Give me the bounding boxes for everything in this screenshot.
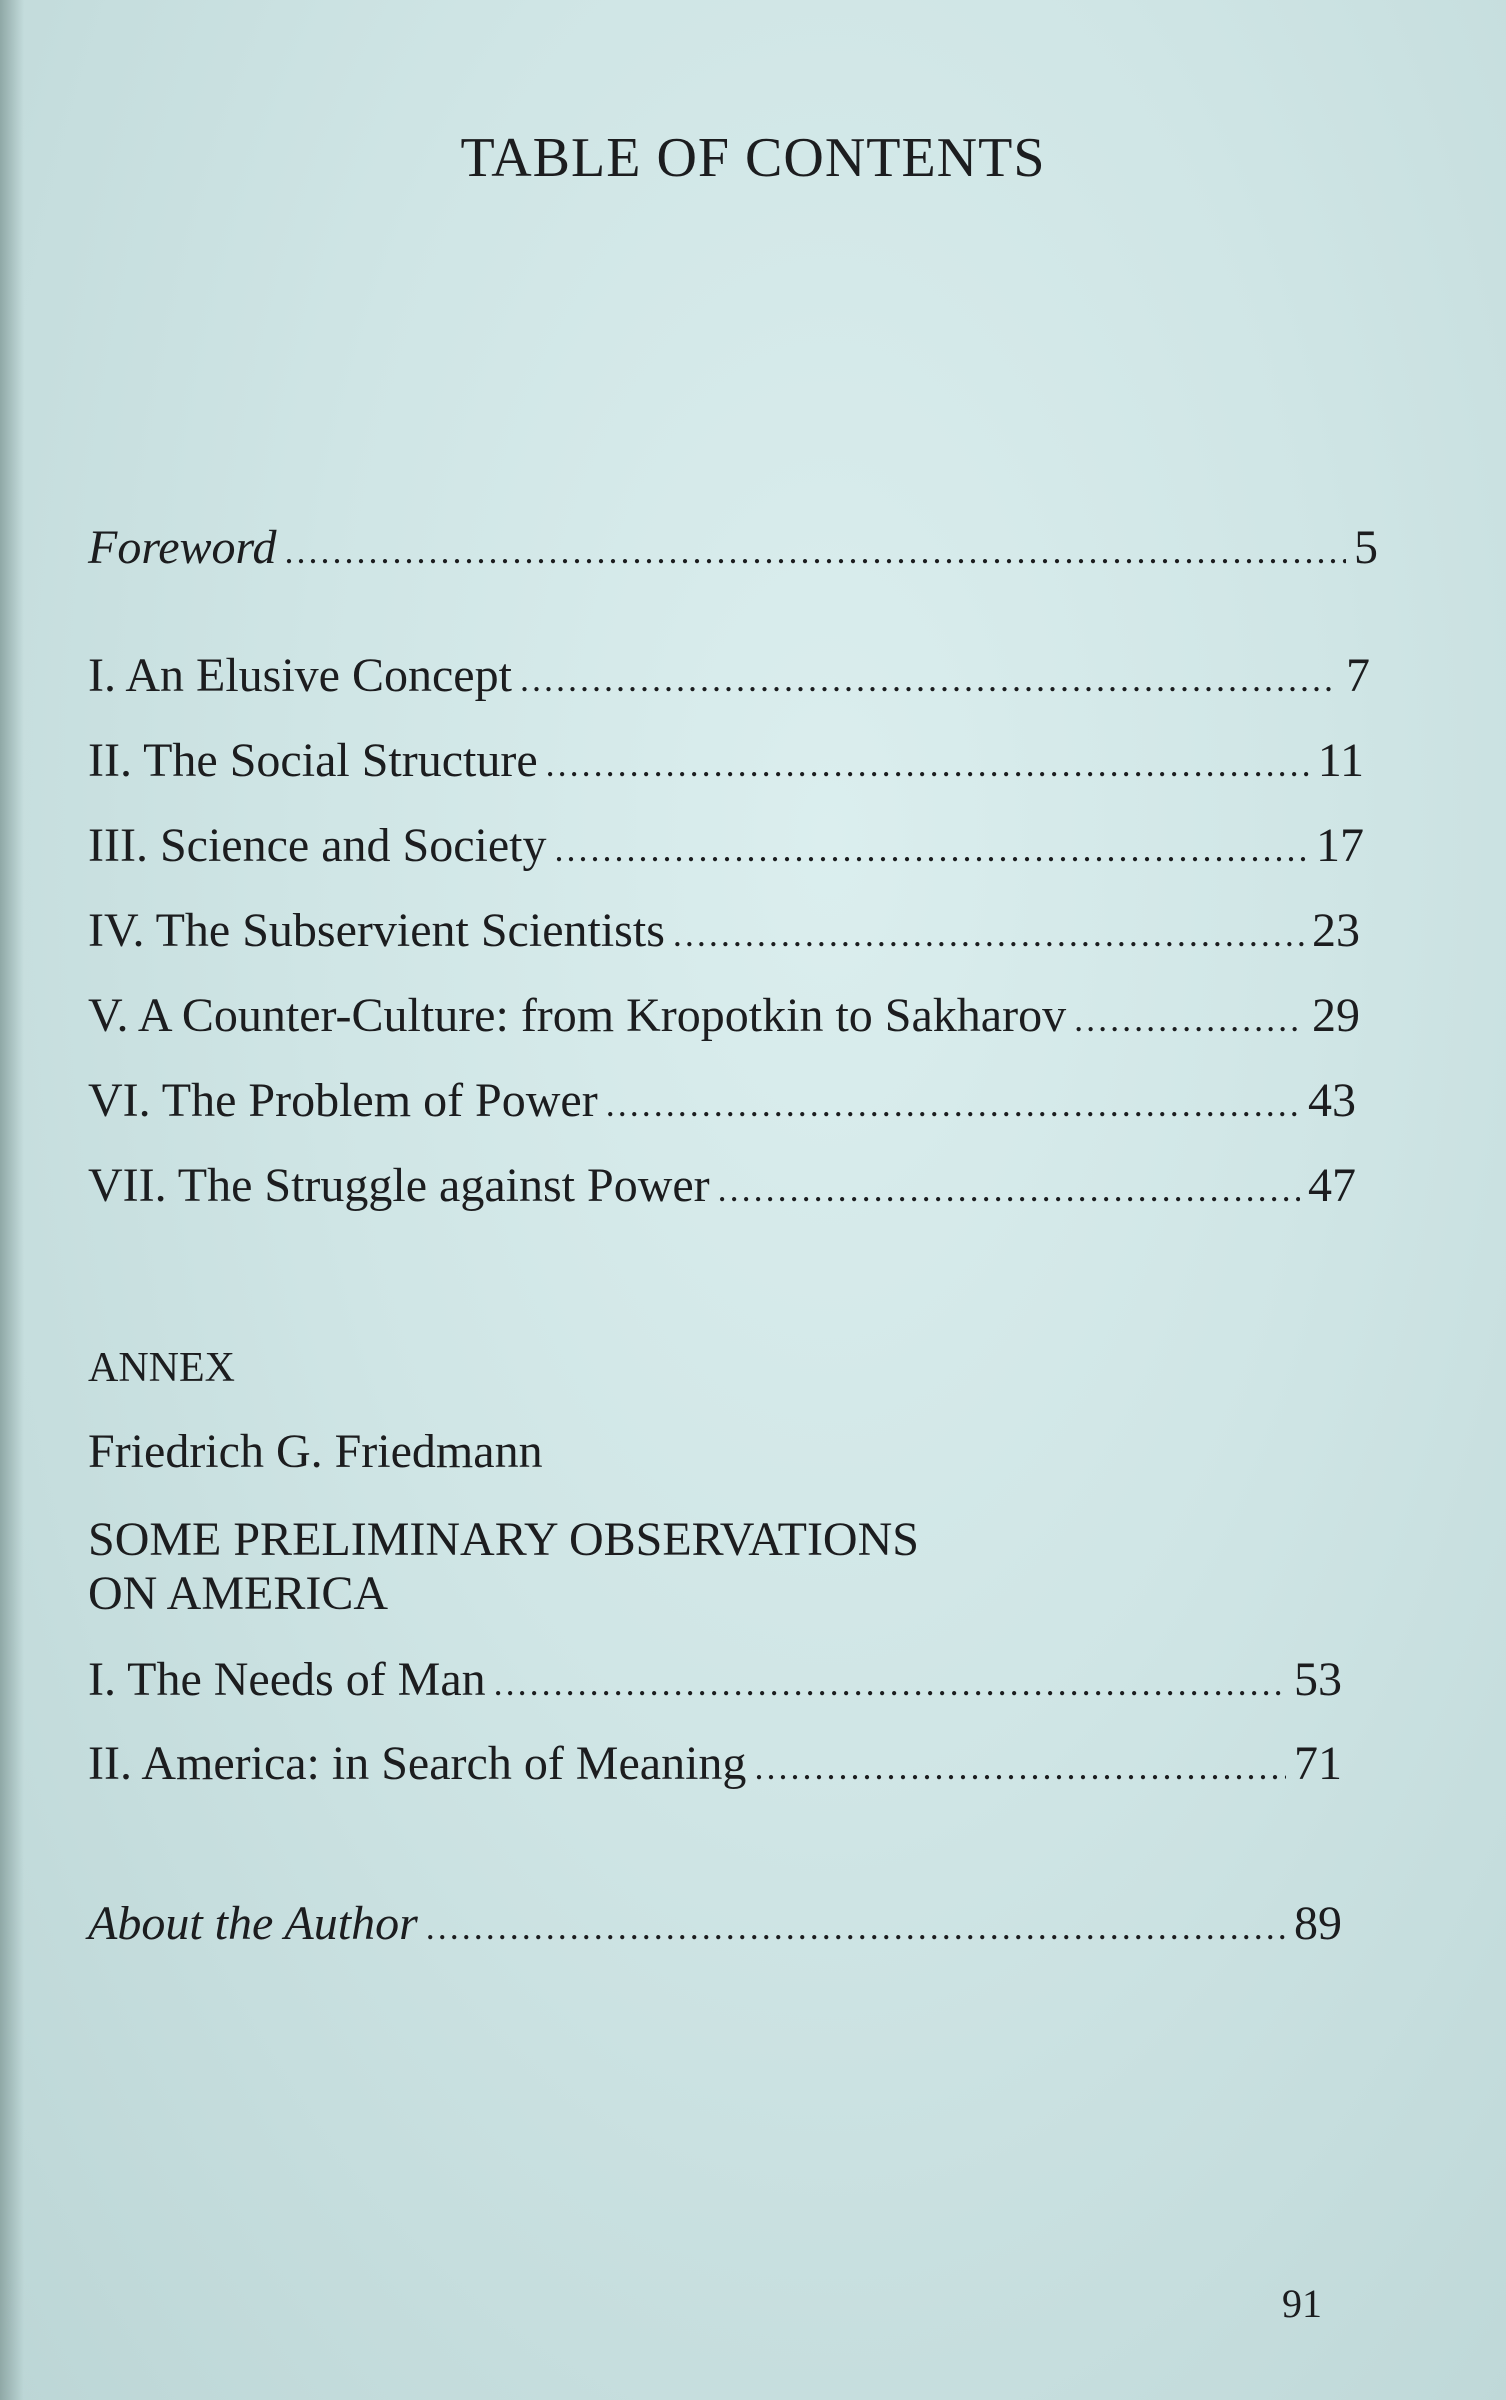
page-gutter-shadow — [0, 0, 24, 2400]
toc-entry-label: I. An Elusive Concept — [88, 649, 512, 702]
toc-entry-page: 89 — [1294, 1897, 1342, 1950]
page-number: 91 — [1282, 2281, 1322, 2326]
toc-entry-label: VII. The Struggle against Power — [88, 1159, 710, 1212]
toc-entry-page: 53 — [1294, 1653, 1342, 1706]
annex-essay-title-line2: ON AMERICA — [88, 1567, 389, 1620]
toc-entry-label: IV. The Subservient Scientists — [88, 904, 665, 957]
toc-entry-chapter-3[interactable] — [88, 818, 1364, 882]
toc-entry-page: 7 — [1346, 649, 1370, 702]
annex-author: Friedrich G. Friedmann — [88, 1425, 543, 1478]
toc-entry-chapter-4[interactable] — [88, 903, 1360, 967]
toc-entry-annex-1[interactable] — [88, 1652, 1342, 1716]
dot-leader — [1074, 988, 1304, 1046]
toc-entry-label: Foreword — [88, 521, 277, 574]
toc-entry-annex-2[interactable] — [88, 1736, 1342, 1800]
toc-entry-page: 71 — [1294, 1737, 1342, 1790]
dot-leader — [284, 520, 1346, 578]
toc-entry-page: 23 — [1312, 904, 1360, 957]
page-title: TABLE OF CONTENTS — [460, 127, 1046, 189]
dot-leader — [673, 903, 1304, 961]
toc-entry-label: I. The Needs of Man — [88, 1653, 486, 1706]
toc-entry-page: 17 — [1316, 819, 1364, 872]
dot-leader — [606, 1073, 1300, 1131]
toc-entry-page: 29 — [1312, 989, 1360, 1042]
toc-entry-page: 5 — [1354, 521, 1378, 574]
toc-entry-chapter-5[interactable] — [88, 988, 1360, 1052]
toc-entry-label: II. America: in Search of Meaning — [88, 1737, 747, 1790]
dot-leader — [554, 818, 1308, 876]
toc-entry-chapter-7[interactable] — [88, 1158, 1356, 1222]
annex-essay-title-line1: SOME PRELIMINARY OBSERVATIONS — [88, 1513, 919, 1566]
toc-entry-chapter-2[interactable] — [88, 733, 1364, 797]
toc-entry-page: 11 — [1317, 734, 1364, 787]
toc-entry-chapter-6[interactable] — [88, 1073, 1356, 1137]
toc-entry-chapter-1[interactable] — [88, 648, 1370, 712]
toc-entry-page: 47 — [1308, 1159, 1356, 1212]
dot-leader — [426, 1896, 1286, 1954]
dot-leader — [754, 1736, 1286, 1794]
dot-leader — [546, 733, 1310, 791]
toc-entry-page: 43 — [1308, 1074, 1356, 1127]
annex-heading: ANNEX — [88, 1345, 235, 1391]
toc-entry-label: V. A Counter-Culture: from Kropotkin to Sakharov — [88, 989, 1067, 1042]
toc-entry-label: About the Author — [88, 1897, 418, 1950]
toc-entry-label: VI. The Problem of Power — [88, 1074, 598, 1127]
toc-entry-about-author[interactable] — [88, 1896, 1342, 1960]
toc-entry-label: II. The Social Structure — [88, 734, 538, 787]
dot-leader — [718, 1158, 1300, 1216]
toc-entry-label: III. Science and Society — [88, 819, 547, 872]
dot-leader — [520, 648, 1338, 706]
dot-leader — [494, 1652, 1286, 1710]
toc-entry-foreword[interactable] — [88, 520, 1378, 584]
